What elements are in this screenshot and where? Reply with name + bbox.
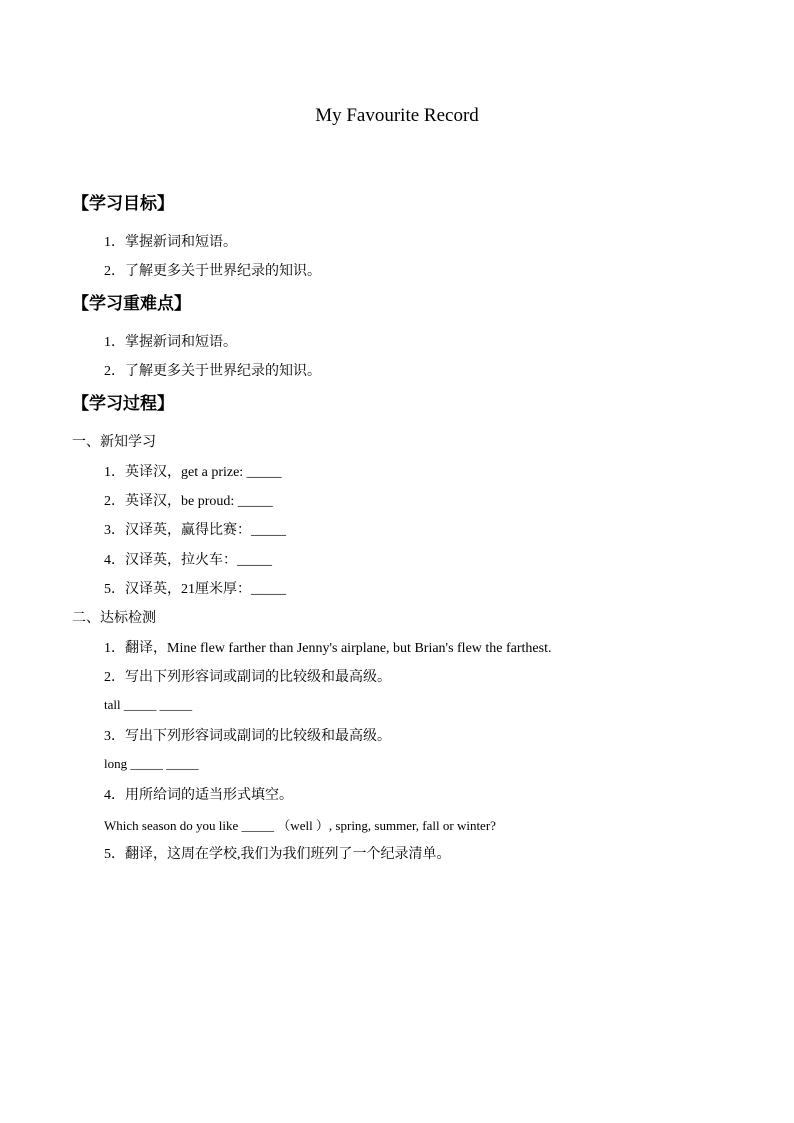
part2-title: 二、达标检测 xyxy=(72,611,156,626)
part2-item-3: 3．写出下列形容词或副词的比较级和最高级。 xyxy=(104,729,391,744)
section-heading-process: 【学习过程】 xyxy=(72,394,174,414)
section-heading-key-points: 【学习重难点】 xyxy=(72,294,191,314)
goal-item-2: 2．了解更多关于世界纪录的知识。 xyxy=(104,264,321,279)
part1-item-2: 2．英译汉，be proud: _____ xyxy=(104,494,273,509)
part2-item-5: 5．翻译，这周在学校,我们为我们班列了一个纪录清单。 xyxy=(104,847,451,862)
part1-title: 一、新知学习 xyxy=(72,435,156,450)
part1-item-3: 3．汉译英，赢得比赛：_____ xyxy=(104,523,286,538)
part2-item-4: 4．用所给词的适当形式填空。 xyxy=(104,788,293,803)
key-point-item-1: 1．掌握新词和短语。 xyxy=(104,335,237,350)
part2-item-3-example: long _____ _____ xyxy=(104,756,199,771)
page-title: My Favourite Record xyxy=(315,105,479,126)
part2-item-4-example: Which season do you like _____ （well ）, spring, summer, fall or winter? xyxy=(104,818,496,833)
part1-item-5: 5．汉译英，21厘米厚：_____ xyxy=(104,582,286,597)
part2-item-1: 1．翻译，Mine flew farther than Jenny's airplane, but Brian's flew the farthest. xyxy=(104,641,552,656)
part2-item-2: 2．写出下列形容词或副词的比较级和最高级。 xyxy=(104,670,391,685)
key-point-item-2: 2．了解更多关于世界纪录的知识。 xyxy=(104,364,321,379)
part1-item-1: 1．英译汉，get a prize: _____ xyxy=(104,465,282,480)
section-heading-goals: 【学习目标】 xyxy=(72,194,174,214)
goal-item-1: 1．掌握新词和短语。 xyxy=(104,235,237,250)
part1-item-4: 4．汉译英，拉火车：_____ xyxy=(104,553,272,568)
part2-item-2-example: tall _____ _____ xyxy=(104,697,193,712)
